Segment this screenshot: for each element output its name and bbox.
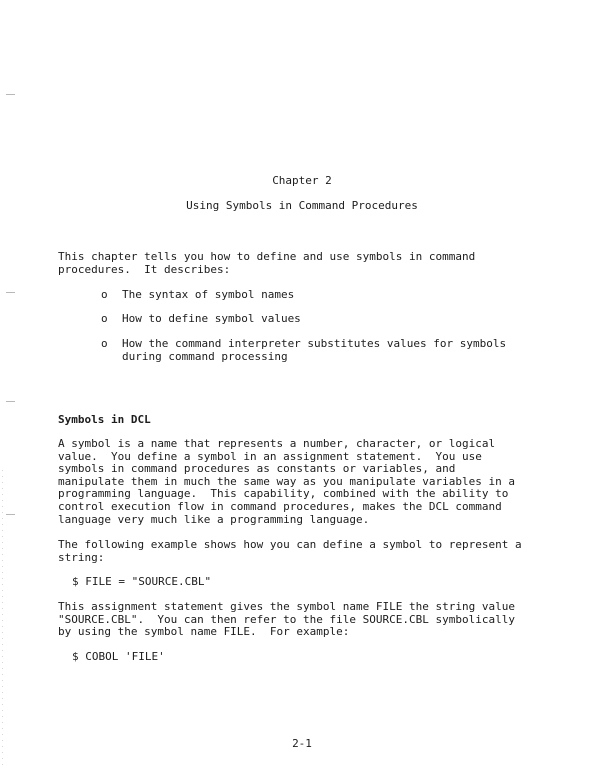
code-example: $ COBOL 'FILE' [72, 650, 165, 663]
body-paragraph: The following example shows how you can define a symbol to represent a string: [58, 538, 522, 564]
margin-mark [6, 401, 15, 402]
bullet-marker: o [101, 312, 108, 325]
body-paragraph: A symbol is a name that represents a number, character, or logical value. You define a symbol in an assignment statement. You use symbols in command procedures as constants or variables, and manipulate them in much the same way as you manipulate variables in a programming language. This capability, combined with the ability to control execution flow in command procedures, makes the DCL command language very much like a programming language. [58, 437, 515, 526]
bullet-text: The syntax of symbol names [122, 288, 295, 301]
chapter-number: Chapter 2 [272, 174, 332, 187]
code-example: $ FILE = "SOURCE.CBL" [72, 575, 212, 588]
margin-mark [6, 292, 15, 293]
margin-mark [6, 94, 15, 95]
intro-paragraph: This chapter tells you how to define and use symbols in command procedures. It describes: [58, 250, 476, 276]
body-paragraph: This assignment statement gives the symbol name FILE the string value "SOURCE.CBL". You can then refer to the file SOURCE.CBL symbolically by using the symbol name FILE. For example: [58, 600, 515, 639]
section-heading: Symbols in DCL [58, 413, 151, 426]
bullet-marker: o [101, 337, 108, 350]
bullet-text: How to define symbol values [122, 312, 301, 325]
margin-mark [6, 514, 15, 515]
page-number: 2-1 [292, 737, 312, 750]
bullet-marker: o [101, 288, 108, 301]
chapter-title: Using Symbols in Command Procedures [186, 199, 418, 212]
scan-edge [2, 470, 3, 770]
bullet-text: How the command interpreter substitutes values for symbols during command processing [122, 337, 507, 363]
